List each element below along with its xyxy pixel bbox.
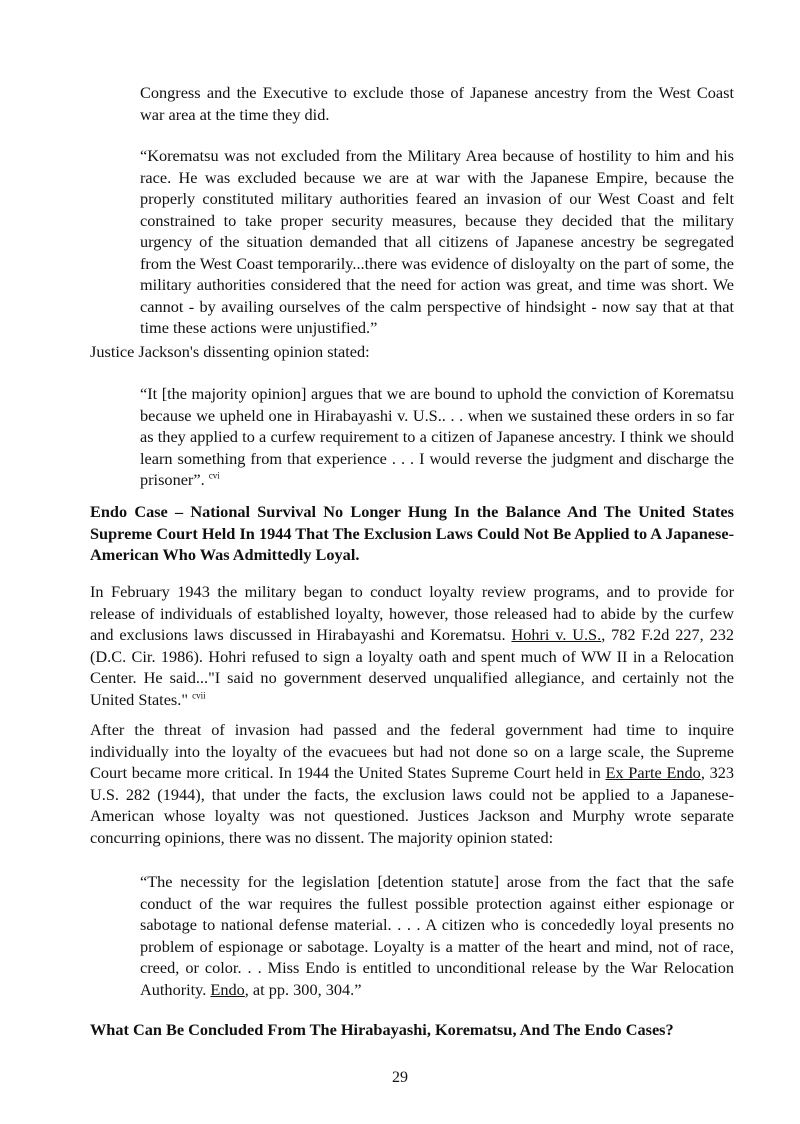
korematsu-majority-quote-text: “Korematsu was not excluded from the Military Area because of hostility to him and his race. He was excluded because we are at war with the Japanese Empire, because the properly constituted military authorities feared an invasion of our West Coast and felt constrained to take proper security measures, because they decided that the military urgency of the situation demanded that all citizens of Japanese ancestry be segregated from the West Coast temporarily...there was evidence of disloyalty on the part of some, the military authorities considered that the need for action was great, and time was short. We cannot - by availing ourselves of the calm perspective of hindsight - now say that at that time these actions were unjustified.” (140, 146, 734, 337)
loyalty-review-text-a: In February 1943 the military began to conduct loyalty review programs, and to provide for release of individuals of established loyalty, however, those released had to abide by the curfew and exclusions laws discussed in Hirabayashi and Korematsu. (90, 582, 734, 644)
section-heading-endo-case (90, 501, 734, 566)
endo-decision-text-a: After the threat of invasion had passed and the federal government had time to inquire individually into the loyalty of the evacuees but had not done so on a large scale, the Supreme Court became more critical. In 1944 the United States Supreme Court held in (90, 720, 734, 782)
case-citation-ex-parte-endo: Ex Parte Endo (605, 763, 701, 782)
quote-continuation-paragraph (140, 82, 734, 125)
endo-decision-text-b: , 323 U.S. 282 (1944), that under the facts, the exclusion laws could not be applied to a Japanese-American whose loyalty was not questioned. Justices Jackson and Murphy wrote separate concurring opinions, there was no dissent. The majority opinion stated: (90, 763, 735, 847)
section-heading-conclusions (90, 1019, 734, 1041)
footnote-ref-cvi: cvi (208, 470, 220, 481)
endo-majority-quote (140, 871, 734, 1000)
case-citation-endo: Endo (210, 979, 245, 999)
endo-decision-paragraph (90, 719, 734, 848)
jackson-dissent-quote (140, 383, 734, 491)
endo-majority-quote-text-a: “The necessity for the legislation [detention statute] arose from the fact that the safe conduct of the war requires the fullest possible protection against either espionage or sabotage to national defense material. . . . A citizen who is concededly loyal presents no problem of espionage or sabotage. Loyalty is a matter of the heart and mind, not of race, creed, or color. . . Miss Endo is entitled to unconditional release by the War Relocation Authority. (140, 872, 734, 999)
jackson-dissent-quote-text: “It [the majority opinion] argues that we are bound to uphold the conviction of Korematsu because we upheld one in Hirabayashi v. U.S.. . . when we sustained these orders in so far as they applied to a curfew requirement to a citizen of Japanese ancestry. I think we should learn something from that experience . . . I would reverse the judgment and discharge the prisoner”. (140, 384, 734, 489)
footnote-ref-cvii: cvii (192, 690, 206, 701)
endo-majority-quote-text-b: , at pp. 300, 304.” (244, 979, 362, 999)
jackson-dissent-intro (90, 341, 734, 363)
quote-continuation-text: Congress and the Executive to exclude those of Japanese ancestry from the West Coast war area at the time they did. (140, 83, 734, 124)
loyalty-review-paragraph (90, 581, 734, 710)
korematsu-majority-quote (140, 145, 734, 339)
case-citation-hohri: Hohri v. U.S. (511, 625, 602, 644)
section-heading-conclusions-text: What Can Be Concluded From The Hirabayashi, Korematsu, And The Endo Cases? (90, 1020, 674, 1039)
section-heading-endo-case-text: Endo Case – National Survival No Longer Hung In the Balance And The United States Supreme Court Held In 1944 That The Exclusion Laws Could Not Be Applied to A Japanese-American Who Was Admittedly Loyal. (90, 502, 734, 564)
loyalty-review-text-b: , 782 F.2d 227, 232 (D.C. Cir. 1986). Hohri refused to sign a loyalty oath and spent much of WW II in a Relocation Center. He said..."I said no government deserved unqualified allegiance, and certainly not the United States." (90, 625, 734, 709)
jackson-dissent-intro-text: Justice Jackson's dissenting opinion stated: (90, 342, 370, 361)
page-number: 29 (392, 1069, 408, 1086)
